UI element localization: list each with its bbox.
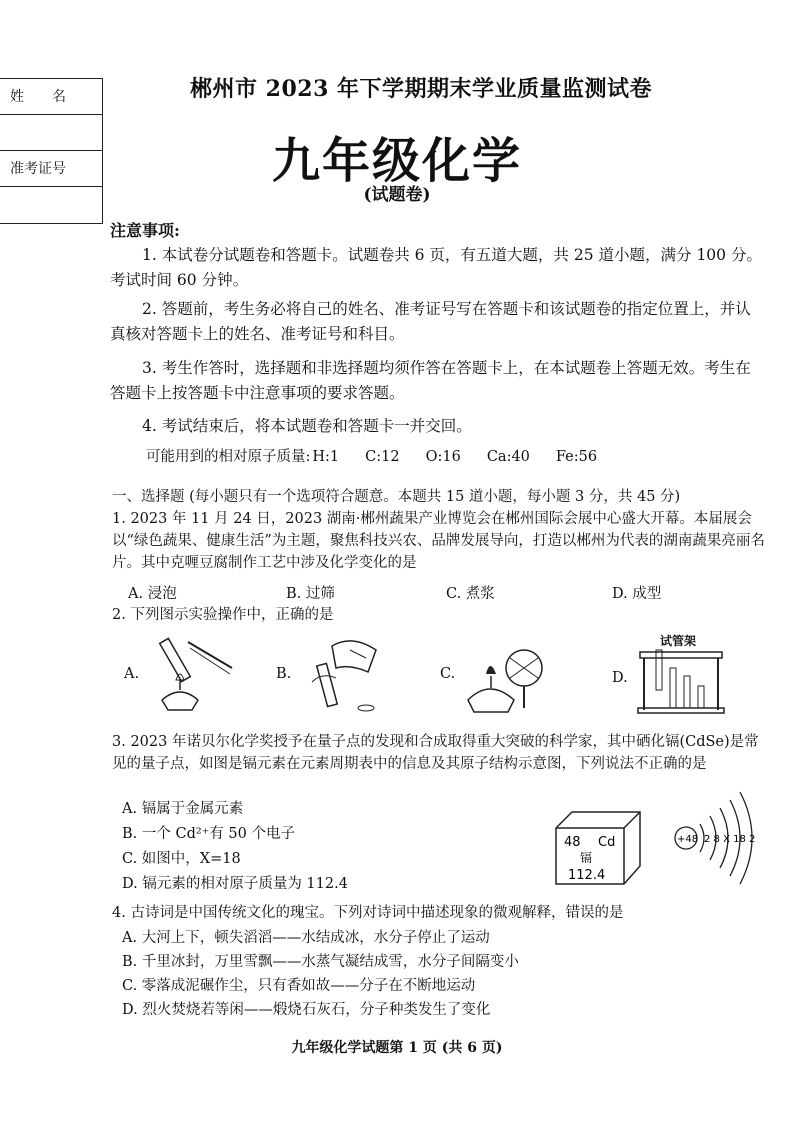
- q2-option-a[interactable]: A.: [124, 666, 140, 682]
- figure-alcohol-lamp-fan: [460, 628, 550, 718]
- masses-label: 可能用到的相对原子质量:: [146, 449, 311, 465]
- sub-title: (试题卷): [363, 185, 431, 205]
- question-2-stem: 2. 下列图示实验操作中，正确的是: [112, 607, 334, 623]
- q4-option-b[interactable]: B. 千里冰封，万里雪飘——水蒸气凝结成雪，水分子间隔变小: [122, 954, 519, 970]
- rack-label: 试管架: [660, 634, 697, 648]
- q1-option-b[interactable]: B. 过筛: [286, 586, 335, 602]
- atom-shell-electrons: 2 8 X 18 2: [704, 834, 756, 845]
- element-mass: 112.4: [568, 868, 606, 883]
- figure-heating-test-tube: [140, 628, 240, 718]
- element-cell-cd: [552, 808, 644, 888]
- q4-option-d[interactable]: D. 烈火焚烧若等闲——煅烧石灰石，分子种类发生了变化: [122, 1002, 491, 1018]
- q1-option-d[interactable]: D. 成型: [612, 586, 662, 602]
- mass-o: O:16: [425, 449, 461, 465]
- page-footer: 九年级化学试题第 1 页 (共 6 页): [291, 1040, 503, 1056]
- q3-option-b[interactable]: B. 一个 Cd²⁺有 50 个电子: [122, 826, 295, 842]
- name-label: 姓 名: [0, 79, 102, 115]
- question-3-stem: 3. 2023 年诺贝尔化学奖授予在量子点的发现和合成取得重大突破的科学家，其中硒化镉(CdSe)是常见的量子点，如图是镉元素在元素周期表中的信息及其原子结构示意图，下列说法不正确的是: [112, 734, 759, 772]
- q2-option-d[interactable]: D.: [612, 670, 628, 686]
- section-heading: 一、选择题 (每小题只有一个选项符合题意。本题共 15 道小题，每小题 3 分，共 45 分): [112, 489, 681, 505]
- mass-ca: Ca:40: [486, 449, 530, 465]
- element-name: 镉: [580, 851, 593, 865]
- notice-heading: 注意事项:: [110, 221, 180, 240]
- atomic-structure-diagram: [670, 782, 782, 892]
- q2-option-b[interactable]: B.: [276, 666, 292, 682]
- notice-item-1: 1. 本试卷分试题卷和答题卡。试题卷共 6 页，有五道大题，共 25 道小题，满分 100 分。考试时间 60 分钟。: [110, 246, 762, 289]
- q4-option-a[interactable]: A. 大河上下，顿失滔滔——水结成冰，水分子停止了运动: [122, 930, 490, 946]
- element-symbol: Cd: [598, 835, 616, 850]
- atom-nucleus: +48: [677, 834, 699, 845]
- exam-number-label: 准考证号: [0, 151, 102, 187]
- element-number: 48: [564, 835, 581, 850]
- notice-item-4: 4. 考试结束后，将本试题卷和答题卡一并交回。: [142, 417, 472, 435]
- mass-h: H:1: [312, 449, 340, 465]
- q3-option-c[interactable]: C. 如图中，X=18: [122, 851, 241, 867]
- figure-pouring-liquid: [292, 628, 392, 718]
- q1-option-a[interactable]: A. 浸泡: [128, 586, 177, 602]
- q2-option-c[interactable]: C.: [440, 666, 456, 682]
- atomic-masses: [146, 445, 623, 466]
- exam-title: 郴州市 2023 年下学期期末学业质量监测试卷: [190, 76, 653, 102]
- page-title: 九年级化学: [271, 133, 522, 189]
- mass-fe: Fe:56: [555, 449, 598, 465]
- q1-option-c[interactable]: C. 煮浆: [446, 586, 495, 602]
- q4-option-c[interactable]: C. 零落成泥碾作尘，只有香如故——分子在不断地运动: [122, 978, 476, 994]
- q3-option-a[interactable]: A. 镉属于金属元素: [122, 801, 244, 817]
- notice-item-3: 3. 考生作答时，选择题和非选择题均须作答在答题卡上，在本试题卷上答题无效。考生在答题卡上按答题卡中注意事项的要求答题。: [110, 359, 751, 402]
- q3-option-d[interactable]: D. 镉元素的相对原子质量为 112.4: [122, 876, 348, 892]
- question-4-stem: 4. 古诗词是中国传统文化的瑰宝。下列对诗词中描述现象的微观解释，错误的是: [112, 905, 624, 921]
- notice-item-2: 2. 答题前，考生务必将自己的姓名、准考证号写在答题卡和该试题卷的指定位置上，并认真核对答题卡上的姓名、准考证号和科目。: [110, 300, 751, 343]
- figure-test-tube-rack: [636, 646, 726, 716]
- mass-c: C:12: [365, 449, 400, 465]
- question-1-stem: 1. 2023 年 11 月 24 日，2023 湖南·郴州蔬果产业博览会在郴州国际会展中心盛大开幕。本届展会以“绿色蔬果、健康生活”为主题，聚焦科技兴农、品牌发展导向，打造以郴州为代表的湖南蔬果亮丽名片。其中克喱豆腐制作工艺中涉及化学变化的是: [112, 511, 765, 571]
